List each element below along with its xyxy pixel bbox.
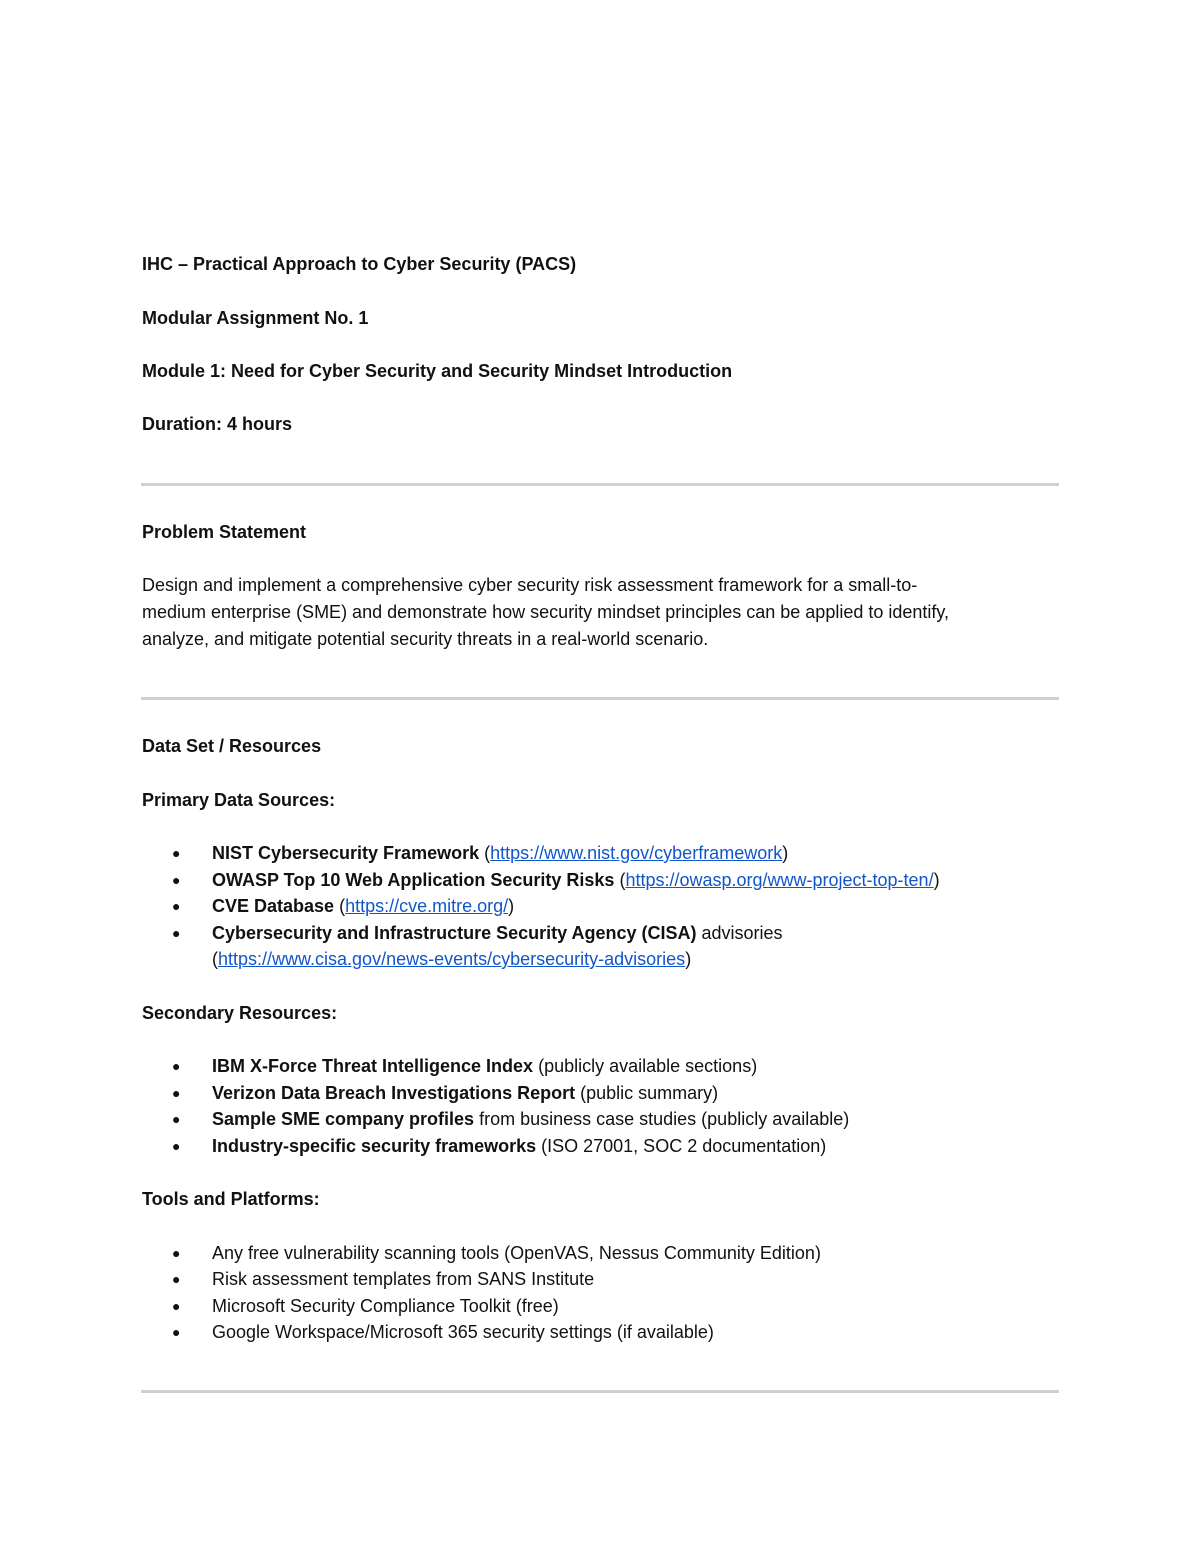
problem-text-line: analyze, and mitigate potential security threats in a real-world scenario. (142, 629, 709, 649)
bullet-icon: ● (172, 1298, 181, 1314)
list-item: Microsoft Security Compliance Toolkit (free) (212, 1296, 559, 1316)
problem-heading: Problem Statement (142, 522, 307, 542)
resource-name: Industry-specific security frameworks (212, 1136, 537, 1156)
divider (141, 1390, 1059, 1393)
duration: Duration: 4 hours (142, 414, 293, 434)
problem-text-line: medium enterprise (SME) and demonstrate how security mindset principles can be applied to identify, (142, 602, 950, 622)
resource-detail: (public summary) (575, 1083, 719, 1103)
paren: ( (212, 949, 218, 969)
paren: ) (508, 896, 515, 916)
paren: ( (479, 843, 491, 863)
source-name: Cybersecurity and Infrastructure Security Agency (CISA) (212, 923, 697, 943)
divider (141, 483, 1059, 486)
source-name: CVE Database (212, 896, 335, 916)
source-suffix: advisories (696, 923, 783, 943)
resource-name: IBM X-Force Threat Intelligence Index (212, 1056, 534, 1076)
resource-name: Sample SME company profiles (212, 1109, 475, 1129)
source-name: NIST Cybersecurity Framework (212, 843, 480, 863)
source-name: OWASP Top 10 Web Application Security Risks (212, 870, 615, 890)
list-item (212, 867, 940, 893)
primary-sources-heading: Primary Data Sources: (142, 790, 336, 810)
list-item: Google Workspace/Microsoft 365 security settings (if available) (212, 1322, 714, 1342)
bullet-icon: ● (172, 1324, 181, 1340)
source-link[interactable]: https://cve.mitre.org/ (345, 896, 509, 916)
resources-heading: Data Set / Resources (142, 736, 322, 756)
source-link[interactable]: https://www.nist.gov/cyberframework (490, 843, 783, 863)
list-item: Any free vulnerability scanning tools (OpenVAS, Nessus Community Edition) (212, 1243, 821, 1263)
list-item (212, 920, 783, 946)
paren: ( (334, 896, 346, 916)
resource-name: Verizon Data Breach Investigations Report (212, 1083, 576, 1103)
list-item (212, 1106, 849, 1132)
module-title: Module 1: Need for Cyber Security and Security Mindset Introduction (142, 361, 733, 381)
bullet-icon: ● (172, 1085, 181, 1101)
source-link[interactable]: https://owasp.org/www-project-top-ten/ (625, 870, 934, 890)
bullet-icon: ● (172, 1271, 181, 1287)
list-item (212, 840, 788, 866)
divider (141, 697, 1059, 700)
assignment-number: Modular Assignment No. 1 (142, 308, 369, 328)
resource-detail: (ISO 27001, SOC 2 documentation) (536, 1136, 827, 1156)
bullet-icon: ● (172, 845, 181, 861)
tools-heading: Tools and Platforms: (142, 1189, 320, 1209)
paren: ( (614, 870, 626, 890)
bullet-icon: ● (172, 1058, 181, 1074)
list-item: Risk assessment templates from SANS Institute (212, 1269, 595, 1289)
resource-detail: from business case studies (publicly available) (474, 1109, 850, 1129)
paren: ) (782, 843, 789, 863)
paren: ) (685, 949, 692, 969)
bullet-icon: ● (172, 872, 181, 888)
resource-detail: (publicly available sections) (533, 1056, 758, 1076)
bullet-icon: ● (172, 1111, 181, 1127)
bullet-icon: ● (172, 1138, 181, 1154)
list-item (212, 893, 514, 919)
source-link[interactable]: https://www.cisa.gov/news-events/cybersecurity-advisories (218, 949, 686, 969)
course-title: IHC – Practical Approach to Cyber Security (PACS) (142, 254, 577, 274)
bullet-icon: ● (172, 898, 181, 914)
list-item-continuation (212, 946, 691, 972)
problem-text-line: Design and implement a comprehensive cyber security risk assessment framework for a small-to- (142, 575, 918, 595)
paren: ) (933, 870, 940, 890)
bullet-icon: ● (172, 925, 181, 941)
list-item (212, 1133, 826, 1159)
list-item (212, 1053, 757, 1079)
secondary-resources-heading: Secondary Resources: (142, 1003, 338, 1023)
list-item (212, 1080, 718, 1106)
bullet-icon: ● (172, 1245, 181, 1261)
